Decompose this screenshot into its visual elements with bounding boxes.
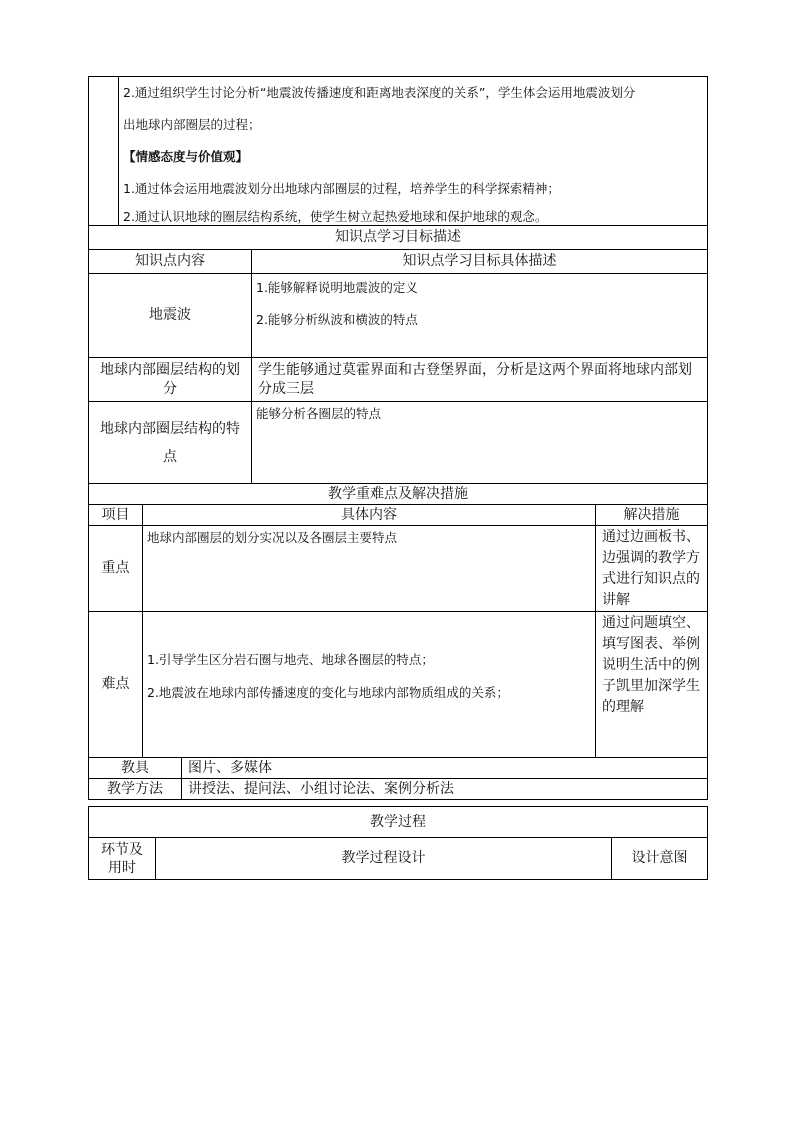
- keypoints-col-header-item: 项目: [89, 505, 143, 526]
- difficulty-label: 难点: [89, 612, 143, 758]
- knowledge-row: [89, 358, 708, 402]
- affective-heading: 【情感态度与价值观】: [123, 149, 249, 164]
- objective-line-3: 1.通过体会运用地震波划分出地球内部圈层的过程，培养学生的科学探索精神；: [123, 181, 560, 196]
- lesson-plan-table: [88, 76, 708, 800]
- keypoints-col-header-measure: 解决措施: [596, 505, 708, 526]
- knowledge-desc: [252, 274, 708, 358]
- process-col-stage: 环节及用时: [89, 838, 156, 880]
- process-table: [88, 806, 708, 880]
- difficulty-content: [143, 612, 596, 758]
- knowledge-name: 地震波: [89, 274, 252, 358]
- knowledge-col-header-content: 知识点内容: [89, 250, 252, 274]
- objectives-row: [89, 77, 708, 226]
- difficulty-content-line: 2.地震波在地球内部传播速度的变化与地球内部物质组成的关系；: [147, 685, 509, 700]
- keypoint-measure: [596, 526, 708, 612]
- keypoint-content-text: 地球内部圈层的划分实况以及各圈层主要特点: [147, 530, 398, 545]
- difficulty-measure: [596, 612, 708, 758]
- knowledge-desc-line: 1.能够解释说明地震波的定义: [256, 280, 418, 295]
- keypoint-measure-text: 通过边画板书、边强调的教学方式进行知识点的讲解: [602, 529, 700, 608]
- objectives-margin-cell: [89, 77, 119, 226]
- difficulty-measure-text: 通过问题填空、填写图表、举例说明生活中的例子凯里加深学生的理解: [602, 615, 700, 715]
- process-col-design: 教学过程设计: [156, 838, 612, 880]
- keypoint-content: [143, 526, 596, 612]
- knowledge-desc-line: 2.能够分析纵波和横波的特点: [256, 312, 418, 327]
- knowledge-desc-line: 能够分析各圈层的特点: [256, 406, 382, 421]
- knowledge-desc: [252, 402, 708, 484]
- process-col-intent: 设计意图: [612, 838, 708, 880]
- knowledge-name: 地球内部圈层结构的划分: [89, 358, 252, 402]
- knowledge-col-header-desc: 知识点学习目标具体描述: [252, 250, 708, 274]
- keypoints-col-header-content: 具体内容: [143, 505, 596, 526]
- objective-line-4: 2.通过认识地球的圈层结构系统，使学生树立起热爱地球和保护地球的观念。: [123, 209, 548, 224]
- tools-label: 教具: [89, 758, 182, 779]
- knowledge-name: 地球内部圈层结构的特点: [89, 402, 252, 484]
- knowledge-row: [89, 402, 708, 484]
- methods-label: 教学方法: [89, 779, 182, 800]
- keypoint-row: [89, 526, 708, 612]
- methods-row: [89, 779, 708, 800]
- methods-value: 讲授法、提问法、小组讨论法、案例分析法: [182, 779, 708, 800]
- keypoint-label: 重点: [89, 526, 143, 612]
- difficulty-content-line: 1.引导学生区分岩石圈与地壳、地球各圈层的特点；: [147, 652, 434, 667]
- knowledge-title: 知识点学习目标描述: [89, 226, 708, 250]
- tools-value: 图片、多媒体: [182, 758, 708, 779]
- keypoints-title: 教学重难点及解决措施: [89, 484, 708, 505]
- objective-line-2b: 出地球内部圈层的过程；: [123, 117, 261, 132]
- tools-row: [89, 758, 708, 779]
- difficulty-row: [89, 612, 708, 758]
- objective-line-2a: 2.通过组织学生讨论分析“地震波传播速度和距离地表深度的关系”，学生体会运用地震波划分: [123, 85, 636, 100]
- objectives-cell: [119, 77, 708, 226]
- knowledge-row: [89, 274, 708, 358]
- knowledge-desc: 学生能够通过莫霍界面和古登堡界面，分析是这两个界面将地球内部划分成三层: [252, 358, 708, 402]
- process-title: 教学过程: [89, 807, 708, 838]
